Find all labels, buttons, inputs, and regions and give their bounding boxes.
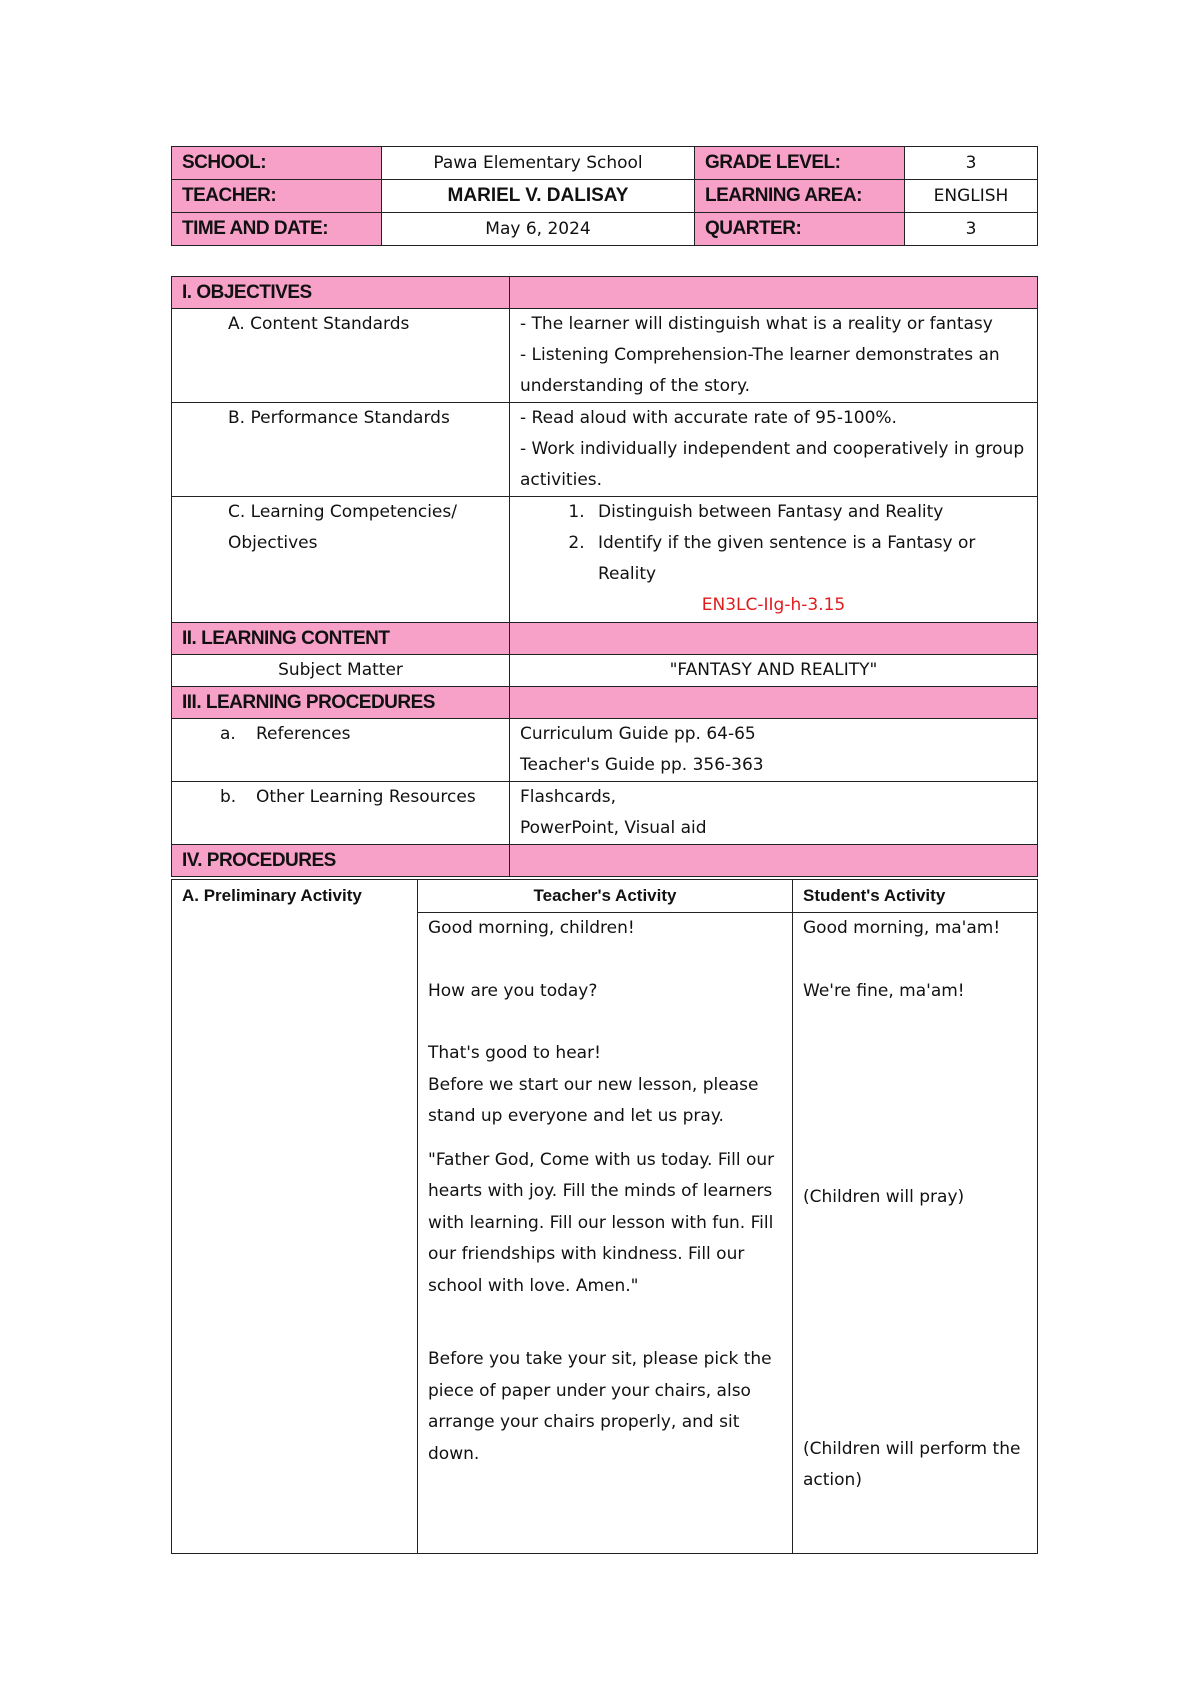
learning-content-title-filler <box>510 623 1038 655</box>
header-row-date <box>172 213 1038 246</box>
performance-standard-1: - Read aloud with accurate rate of 95-100%. <box>520 408 897 428</box>
objectives-title-filler <box>510 277 1038 309</box>
student-action: (Children will perform the action) <box>803 1438 1021 1490</box>
other-resource-2: PowerPoint, Visual aid <box>520 818 707 838</box>
content-standards-row <box>172 309 1038 403</box>
procedures-title-filler <box>510 845 1038 877</box>
performance-standard-2: - Work individually independent and cooperatively in group activities. <box>520 439 1025 490</box>
reference-1: Curriculum Guide pp. 64-65 <box>520 724 756 744</box>
grade-level-value: 3 <box>905 147 1038 180</box>
performance-standards-label: B. Performance Standards <box>172 403 510 497</box>
student-greeting: Good morning, ma'am! <box>803 918 1001 938</box>
student-response: We're fine, ma'am! <box>803 980 965 1001</box>
references-row <box>172 719 1038 782</box>
teacher-seating-instruction: Before you take your sit, please pick the piece of paper under your chairs, also arrange your chairs properly, and sit down. <box>428 1349 772 1464</box>
subject-matter-label: Subject Matter <box>172 655 510 687</box>
competencies-value <box>510 497 1038 623</box>
spacer <box>428 945 782 976</box>
spacer <box>803 1214 1027 1434</box>
spacer <box>428 1302 782 1344</box>
school-label: SCHOOL: <box>172 147 382 180</box>
references-value <box>510 719 1038 782</box>
learning-procedures-title: III. LEARNING PROCEDURES <box>172 687 510 719</box>
procedures-header-row <box>172 845 1038 877</box>
spacer <box>428 1007 782 1038</box>
objectives-header-row <box>172 277 1038 309</box>
student-activity-header: Student's Activity <box>793 880 1038 913</box>
procedures-column-header-row <box>172 880 1038 913</box>
learning-content-header-row <box>172 623 1038 655</box>
quarter-label: QUARTER: <box>695 213 905 246</box>
competency-item: 2. Identify if the given sentence is a Fantasy or Reality <box>590 528 1027 590</box>
learning-area-label: LEARNING AREA: <box>695 180 905 213</box>
procedures-title: IV. PROCEDURES <box>172 845 510 877</box>
reference-2: Teacher's Guide pp. 356-363 <box>520 755 764 775</box>
date-value: May 6, 2024 <box>382 213 695 246</box>
spacer <box>803 945 1027 976</box>
subject-matter-value: "FANTASY AND REALITY" <box>510 655 1038 687</box>
subject-matter-row <box>172 655 1038 687</box>
date-label: TIME AND DATE: <box>172 213 382 246</box>
quarter-value: 3 <box>905 213 1038 246</box>
content-standard-2: - Listening Comprehension-The learner demonstrates an understanding of the story. <box>520 345 1000 396</box>
learning-content-title: II. LEARNING CONTENT <box>172 623 510 655</box>
spacer <box>428 1133 782 1145</box>
header-table <box>171 146 1038 246</box>
teacher-instruction: Before we start our new lesson, please stand up everyone and let us pray. <box>428 1074 759 1126</box>
teacher-value: MARIEL V. DALISAY <box>382 180 695 213</box>
learning-area-value: ENGLISH <box>905 180 1038 213</box>
teacher-greeting: Good morning, children! <box>428 918 635 938</box>
header-row-teacher <box>172 180 1038 213</box>
content-standards-value <box>510 309 1038 403</box>
references-marker: a. <box>220 724 236 744</box>
student-pray: (Children will pray) <box>803 1187 965 1207</box>
content-standards-label: A. Content Standards <box>172 309 510 403</box>
competency-code: EN3LC-IIg-h-3.15 <box>701 595 846 615</box>
teacher-prayer: "Father God, Come with us today. Fill our hearts with joy. Fill the minds of learners with learning. Fill our lesson with fun. Fill our friendships with kindness. Fill our school with love. Amen." <box>428 1149 775 1296</box>
competencies-list <box>520 497 1027 590</box>
objectives-title: I. OBJECTIVES <box>172 277 510 309</box>
references-label-cell <box>172 719 510 782</box>
other-resources-label: Other Learning Resources <box>256 787 476 807</box>
performance-standards-value <box>510 403 1038 497</box>
other-resources-label-cell <box>172 782 510 845</box>
teacher-activity-header: Teacher's Activity <box>418 880 793 913</box>
preliminary-activity-label: A. Preliminary Activity <box>172 880 418 1554</box>
references-label: References <box>256 724 351 744</box>
student-activity-cell <box>793 913 1038 1554</box>
teacher-question: How are you today? <box>428 980 598 1001</box>
grade-level-label: GRADE LEVEL: <box>695 147 905 180</box>
competencies-label: C. Learning Competencies/ Objectives <box>172 497 510 623</box>
teacher-activity-cell <box>418 913 793 1554</box>
main-table <box>171 276 1038 877</box>
other-resources-marker: b. <box>220 787 237 807</box>
competency-item: 1. Distinguish between Fantasy and Reality <box>590 497 1027 528</box>
learning-procedures-header-row <box>172 687 1038 719</box>
content-standard-1: - The learner will distinguish what is a reality or fantasy <box>520 314 993 334</box>
learning-procedures-title-filler <box>510 687 1038 719</box>
procedures-table <box>171 879 1038 1554</box>
school-value: Pawa Elementary School <box>382 147 695 180</box>
header-row-school <box>172 147 1038 180</box>
other-resources-row <box>172 782 1038 845</box>
performance-standards-row <box>172 403 1038 497</box>
other-resources-value <box>510 782 1038 845</box>
teacher-label: TEACHER: <box>172 180 382 213</box>
spacer <box>803 1007 1027 1182</box>
competencies-row <box>172 497 1038 623</box>
teacher-response: That's good to hear! <box>428 1043 601 1063</box>
other-resource-1: Flashcards, <box>520 787 617 807</box>
